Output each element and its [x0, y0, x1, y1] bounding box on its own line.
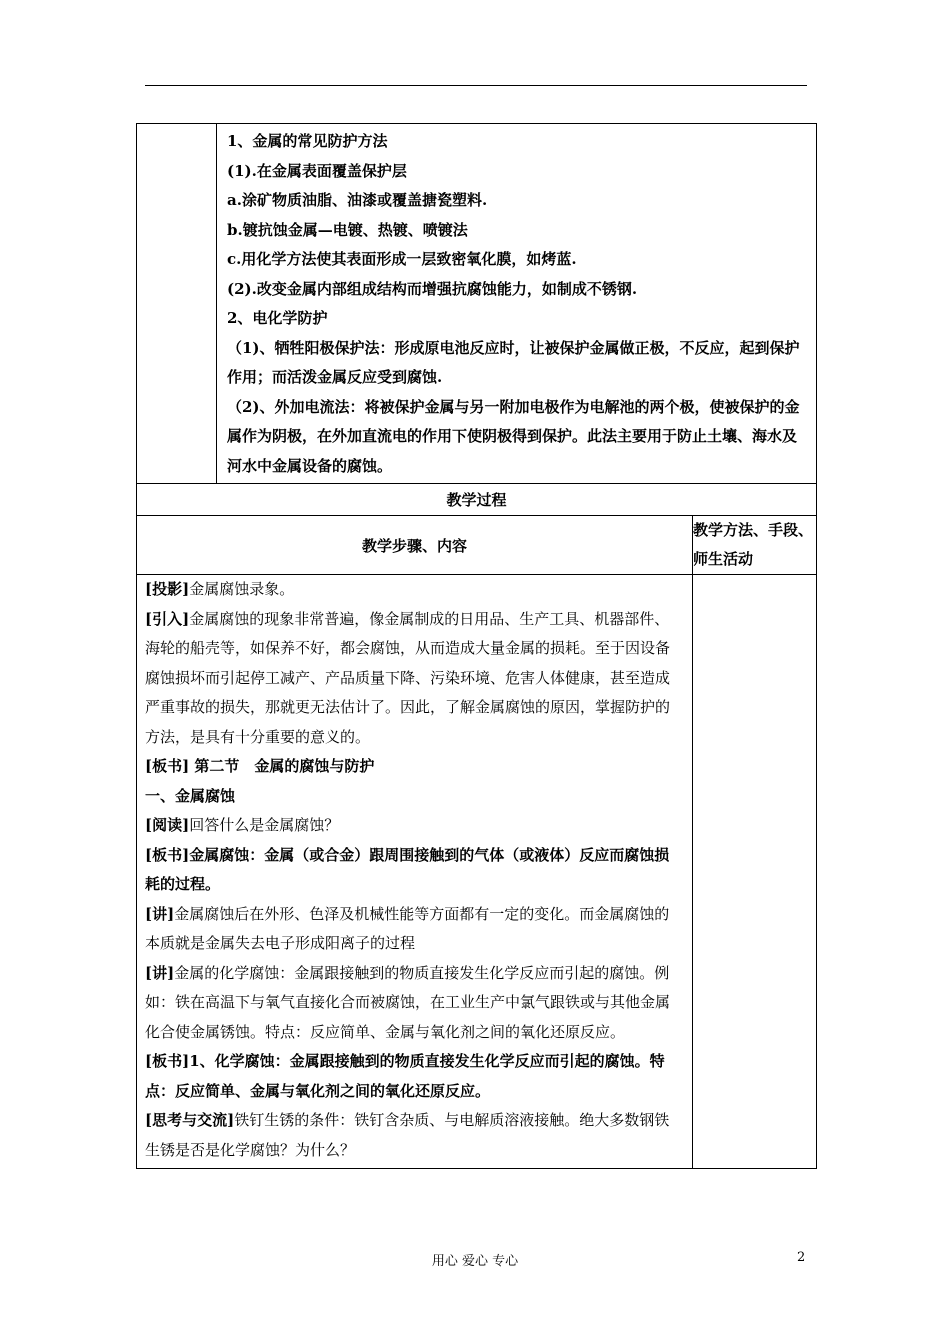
steps-content-cell: [137, 575, 693, 1169]
protection-line: 1、金属的常见防护方法: [227, 132, 388, 150]
paragraph-board-chemical: [板书]1、化学腐蚀：金属跟接触到的物质直接发生化学反应而引起的腐蚀。特点：反应简单、金属与氧化剂之间的氧化还原反应。: [145, 1052, 665, 1100]
paragraph-discussion: [思考与交流]铁钉生锈的条件：铁钉含杂质、与电解质溶液接触。绝大多数钢铁生锈是否是化学腐蚀？为什么？: [145, 1111, 670, 1159]
footer-slogan: 用心 爱心 专心: [431, 1254, 519, 1269]
paragraph-section-heading: 一、金属腐蚀: [145, 786, 236, 805]
lesson-table: [136, 123, 817, 1169]
steps-header: 教学步骤、内容: [137, 516, 693, 575]
paragraph-reading: [阅读]回答什么是金属腐蚀？: [145, 816, 340, 834]
protection-methods-cell: [217, 124, 817, 484]
left-blank-cell: [137, 124, 217, 484]
protection-line: 2、电化学防护: [227, 309, 328, 327]
column-header-row: [137, 516, 817, 575]
protection-line: （1)、牺牲阳极保护法：形成原电池反应时，让被保护金属做正极，不反应，起到保护作用；而活泼金属反应受到腐蚀.: [227, 338, 800, 386]
content-row: [137, 575, 817, 1169]
top-row: [137, 124, 817, 484]
process-title: 教学过程: [137, 484, 817, 516]
header-rule: [145, 85, 807, 86]
protection-line: (1).在金属表面覆盖保护层: [227, 161, 407, 180]
paragraph-intro: [引入]金属腐蚀的现象非常普遍，像金属制成的日用品、生产工具、机器部件、海轮的船壳等，如保养不好，都会腐蚀，从而造成大量金属的损耗。至于因设备腐蚀损坏而引起停工减产、产品质量下降、污染环境、危害人体健康，甚至造成严重事故的损失，那就更无法估计了。因此，了解金属腐蚀的原因，掌握防护的方法，是具有十分重要的意义的。: [145, 609, 671, 746]
protection-line: c.用化学方法使其表面形成一层致密氧化膜，如烤蓝.: [227, 250, 577, 268]
protection-line: a.涂矿物质油脂、油漆或覆盖搪瓷塑料.: [227, 191, 488, 209]
paragraph-board-title: [板书] 第二节 金属的腐蚀与防护: [145, 757, 375, 775]
protection-line: （2)、外加电流法：将被保护金属与另一附加电极作为电解池的两个极，使被保护的金属作为阴极，在外加直流电的作用下使阴极得到保护。此法主要用于防止土壤、海水及河水中金属设备的腐蚀。: [227, 397, 800, 475]
protection-line: b.镀抗蚀金属—电镀、热镀、喷镀法: [227, 220, 468, 239]
methods-content-cell: [693, 575, 817, 1169]
paragraph-lecture-2: [讲]金属的化学腐蚀：金属跟接触到的物质直接发生化学反应而引起的腐蚀。例如：铁在高温下与氧气直接化合而被腐蚀，在工业生产中氯气跟铁或与其他金属化合使金属锈蚀。特点：反应简单、金属与氧化剂之间的氧化还原反应。: [145, 963, 671, 1041]
paragraph-board-definition: [板书]金属腐蚀：金属（或合金）跟周围接触到的气体（或液体）反应而腐蚀损耗的过程。: [145, 845, 670, 893]
protection-line: (2).改变金属内部组成结构而增强抗腐蚀能力，如制成不锈钢.: [227, 279, 638, 298]
paragraph-projection: [投影]金属腐蚀录象。: [145, 580, 295, 598]
paragraph-lecture-1: [讲]金属腐蚀后在外形、色泽及机械性能等方面都有一定的变化。而金属腐蚀的本质就是金属失去电子形成阳离子的过程: [145, 904, 670, 952]
process-title-row: [137, 484, 817, 516]
methods-header: 教学方法、手段、师生活动: [693, 516, 817, 575]
page-number: 2: [797, 1250, 806, 1265]
